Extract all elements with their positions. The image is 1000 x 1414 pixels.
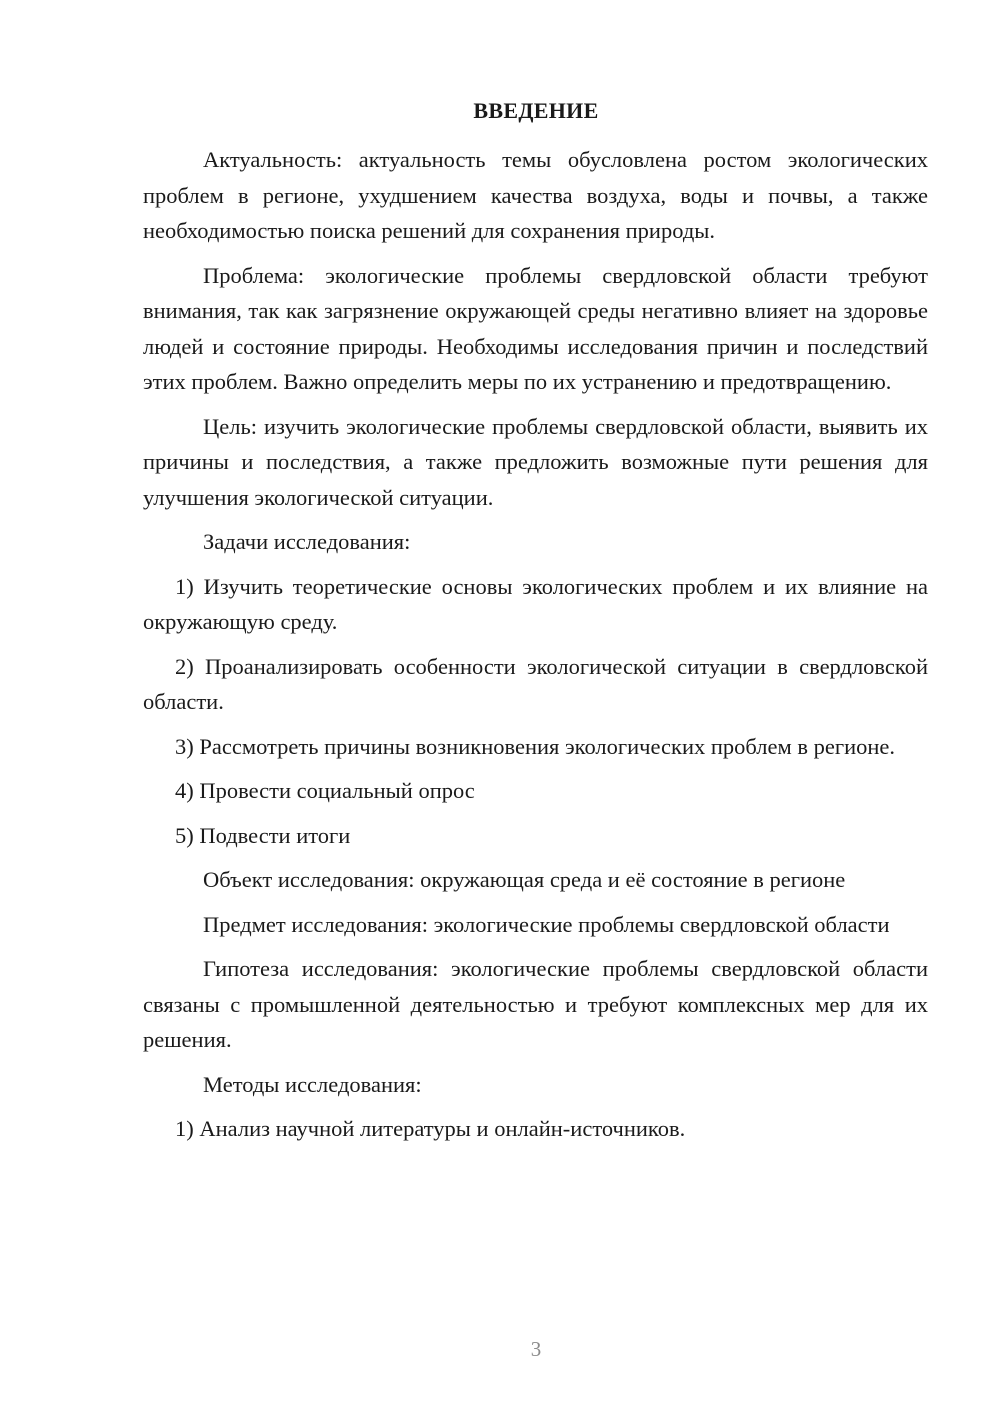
paragraph-hypothesis: Гипотеза исследования: экологические проблемы свердловской области связаны с промышленной деятельностью и требуют комплексных мер для их решения.: [143, 956, 928, 1052]
methods-heading: Методы исследования:: [203, 1071, 422, 1097]
tasks-heading: Задачи исследования:: [203, 529, 411, 554]
task-item: 5) Подвести итоги: [175, 822, 351, 848]
paragraph-object: Объект исследования: окружающая среда и её состояние в регионе: [203, 867, 846, 892]
document-body: [143, 142, 928, 1147]
task-item: 2) Проанализировать особенности экологической ситуации в свердловской области.: [143, 653, 928, 714]
section-title: ВВЕДЕНИЕ: [473, 98, 599, 123]
paragraph-actuality: Актуальность: актуальность темы обусловлена ростом экологических проблем в регионе, ухудшением качества воздуха, воды и почвы, а также необходимостью поиска решений для сохранения природы.: [143, 147, 928, 243]
paragraph-problem: Проблема: экологические проблемы свердловской области требуют внимания, так как загрязнение окружающей среды негативно влияет на здоровье людей и состояние природы. Необходимы исследования причин и последствий этих проблем. Важно определить меры по их устранению и предотвращению.: [143, 262, 928, 394]
page-number: 3: [530, 1337, 542, 1361]
task-item: 4) Провести социальный опрос: [175, 778, 475, 803]
task-item: 3) Рассмотреть причины возникновения экологических проблем в регионе.: [175, 733, 896, 759]
method-item: 1) Анализ научной литературы и онлайн-источников.: [175, 1116, 686, 1141]
paragraph-subject: Предмет исследования: экологические проблемы свердловской области: [203, 911, 890, 937]
task-item: 1) Изучить теоретические основы экологических проблем и их влияние на окружающую среду.: [143, 573, 928, 634]
paragraph-goal: Цель: изучить экологические проблемы свердловской области, выявить их причины и последствия, а также предложить возможные пути решения для улучшения экологической ситуации.: [143, 413, 928, 510]
